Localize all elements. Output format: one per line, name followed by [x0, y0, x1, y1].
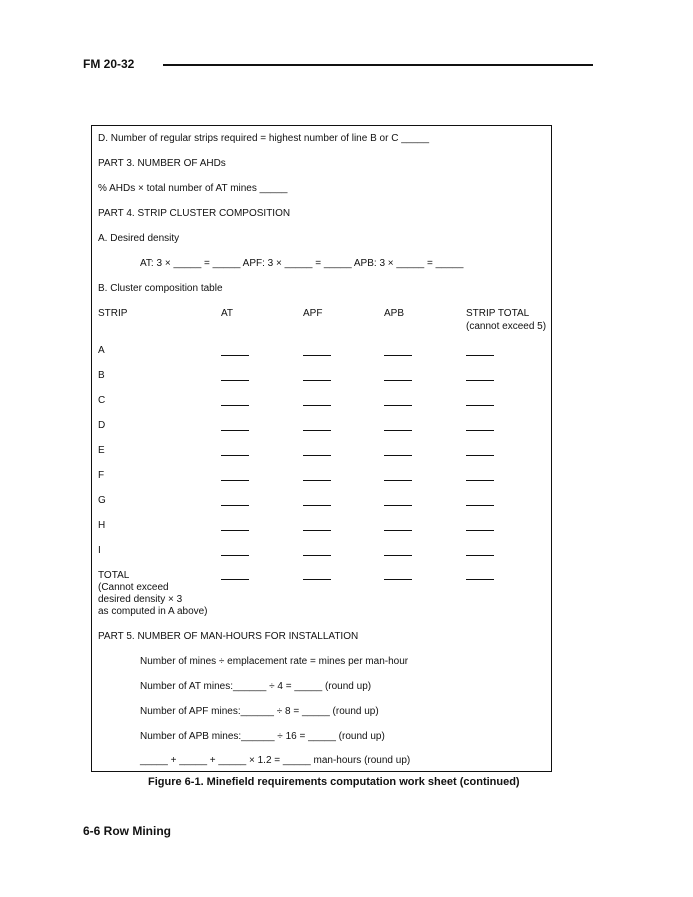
row-label: F	[98, 470, 105, 481]
part5-line: Number of APB mines:______ ÷ 16 = _____ (round up)	[140, 731, 385, 742]
header-rule	[163, 64, 593, 66]
blank-line	[466, 405, 494, 406]
blank-line	[384, 430, 412, 431]
col-header-apb: APB	[384, 308, 405, 319]
total-note-line: as computed in A above)	[98, 606, 208, 617]
desired-density-label: A. Desired density	[98, 233, 180, 244]
worksheet-box	[91, 125, 552, 772]
blank-line	[466, 430, 494, 431]
blank-line	[303, 455, 331, 456]
row-label: C	[98, 395, 106, 406]
col-header-strip-total: STRIP TOTAL	[466, 308, 530, 319]
col-header-at: AT	[221, 308, 234, 319]
blank-line	[221, 530, 249, 531]
row-label: H	[98, 520, 106, 531]
strip-total-note: (cannot exceed 5)	[466, 321, 547, 332]
blank-line	[384, 355, 412, 356]
total-note-line: (Cannot exceed	[98, 582, 169, 593]
row-label: D	[98, 420, 106, 431]
blank-line	[466, 555, 494, 556]
page-footer: 6-6 Row Mining	[83, 824, 171, 838]
blank-line	[384, 530, 412, 531]
total-label: TOTAL	[98, 570, 130, 581]
part5-line: Number of mines ÷ emplacement rate = mines per man-hour	[140, 656, 409, 667]
blank-line	[303, 380, 331, 381]
row-label: A	[98, 345, 105, 356]
part4-title: PART 4. STRIP CLUSTER COMPOSITION	[98, 208, 291, 219]
col-header-strip: STRIP	[98, 308, 128, 319]
blank-line	[303, 505, 331, 506]
row-label: E	[98, 445, 105, 456]
blank-line	[221, 380, 249, 381]
blank-line	[303, 405, 331, 406]
row-label: G	[98, 495, 106, 506]
line-d: D. Number of regular strips required = highest number of line B or C _____	[98, 133, 430, 144]
desired-density-formula: AT: 3 × _____ = _____ APF: 3 × _____ = _____ APB: 3 × _____ = _____	[140, 258, 464, 269]
blank-line	[466, 480, 494, 481]
blank-line	[303, 430, 331, 431]
part5-line: Number of APF mines:______ ÷ 8 = _____ (round up)	[140, 706, 379, 717]
blank-line	[466, 455, 494, 456]
part5-line: _____ + _____ + _____ × 1.2 = _____ man-hours (round up)	[140, 755, 411, 766]
blank-line	[303, 555, 331, 556]
blank-line	[384, 455, 412, 456]
blank-line	[221, 430, 249, 431]
document-id: FM 20-32	[83, 57, 135, 71]
cluster-table-label: B. Cluster composition table	[98, 283, 223, 294]
row-label: B	[98, 370, 105, 381]
blank-line	[303, 480, 331, 481]
blank-line	[384, 505, 412, 506]
blank-line	[221, 480, 249, 481]
blank-line	[221, 505, 249, 506]
blank-line	[384, 405, 412, 406]
blank-line	[221, 579, 249, 580]
blank-line	[466, 355, 494, 356]
blank-line	[303, 530, 331, 531]
blank-line	[466, 505, 494, 506]
blank-line	[384, 480, 412, 481]
part5-title: PART 5. NUMBER OF MAN-HOURS FOR INSTALLATION	[98, 631, 359, 642]
total-note-line: desired density × 3	[98, 594, 183, 605]
blank-line	[384, 380, 412, 381]
figure-caption: Figure 6-1. Minefield requirements computation work sheet (continued)	[148, 776, 520, 788]
part3-title: PART 3. NUMBER OF AHDs	[98, 158, 226, 169]
part5-line: Number of AT mines:______ ÷ 4 = _____ (round up)	[140, 681, 372, 692]
part3-formula: % AHDs × total number of AT mines _____	[98, 183, 288, 194]
blank-line	[384, 579, 412, 580]
row-label: I	[98, 545, 101, 556]
blank-line	[466, 530, 494, 531]
blank-line	[384, 555, 412, 556]
blank-line	[221, 355, 249, 356]
blank-line	[303, 579, 331, 580]
blank-line	[221, 455, 249, 456]
blank-line	[466, 579, 494, 580]
blank-line	[303, 355, 331, 356]
blank-line	[466, 380, 494, 381]
blank-line	[221, 555, 249, 556]
col-header-apf: APF	[303, 308, 323, 319]
blank-line	[221, 405, 249, 406]
